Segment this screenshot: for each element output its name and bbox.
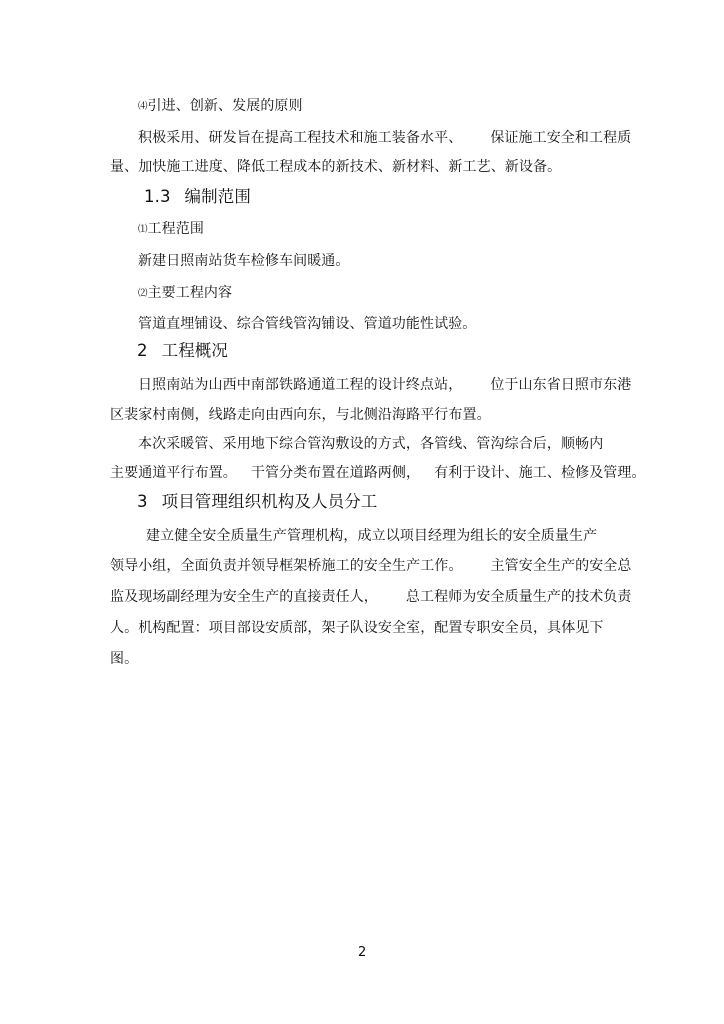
section-title: 项目管理组织机构及人员分工 (161, 492, 378, 511)
section-number: 2 (137, 341, 148, 360)
list-item-text: 引进、创新、发展的原则 (147, 98, 303, 114)
list-marker: ⑷ (138, 101, 148, 112)
text-segment: 位于山东省日照市东港 (490, 377, 632, 393)
paragraph-line: 图。 (110, 651, 139, 667)
paragraph-line: 本次采暖管、采用地下综合管沟敷设的方式，各管线、管沟综合后，顺畅内 (138, 436, 604, 452)
paragraph-line: 量、加快施工进度、降低工程成本的新技术、新材料、新工艺、新设备。 (110, 159, 562, 175)
list-item-scope-2 (138, 283, 232, 304)
paragraph-line (138, 375, 631, 395)
paragraph-line (110, 556, 632, 576)
paragraph-line: 建立健全安全质量生产管理机构，成立以项目经理为组长的安全质量生产 (146, 528, 598, 544)
section-title: 工程概况 (161, 341, 229, 360)
text-segment: 保证施工安全和工程质 (490, 130, 632, 146)
text-segment: 干管分类布置在道路两侧， (250, 465, 421, 481)
section-heading-3 (137, 491, 377, 513)
list-item-scope-1 (138, 219, 204, 240)
section-heading-2 (137, 340, 228, 362)
list-item-principle-4 (138, 96, 303, 117)
list-item-text: 工程范围 (147, 221, 204, 237)
paragraph-line (110, 463, 646, 483)
text-segment: 主管安全生产的安全总 (490, 558, 632, 574)
text-segment: 领导小组，全面负责并领导框架桥施工的安全生产工作。 (110, 558, 463, 574)
paragraph-line (110, 587, 632, 607)
text-segment: 主要通道平行布置。 (110, 465, 237, 481)
text-segment: 有利于设计、施工、检修及管理。 (434, 465, 646, 481)
section-number: 1.3 (144, 187, 171, 206)
list-marker: ⑵ (138, 288, 148, 299)
page-number: 2 (358, 945, 367, 960)
paragraph-line: 区裴家村南侧，线路走向由西向东，与北侧沿海路平行布置。 (110, 407, 491, 423)
text-segment: 监及现场副经理为安全生产的直接责任人， (110, 589, 378, 605)
section-heading-1-3 (144, 186, 251, 208)
paragraph-line: 人。机构配置：项目部设安质部，架子队设安全室，配置专职安全员，具体见下 (110, 620, 604, 636)
section-title: 编制范围 (184, 187, 251, 206)
paragraph-line: 管道直埋铺设、综合管线管沟铺设、管道功能性试验。 (138, 316, 477, 332)
paragraph-line: 新建日照南站货车检修车间暖通。 (138, 253, 350, 269)
paragraph-line (138, 128, 631, 148)
list-item-text: 主要工程内容 (147, 285, 233, 301)
section-number: 3 (137, 492, 148, 511)
list-marker: ⑴ (138, 224, 148, 235)
text-segment: 积极采用、研发旨在提高工程技术和施工装备水平、 (138, 130, 463, 146)
text-segment: 总工程师为安全质量生产的技术负责 (405, 589, 632, 605)
text-segment: 日照南站为山西中南部铁路通道工程的设计终点站， (138, 377, 463, 393)
